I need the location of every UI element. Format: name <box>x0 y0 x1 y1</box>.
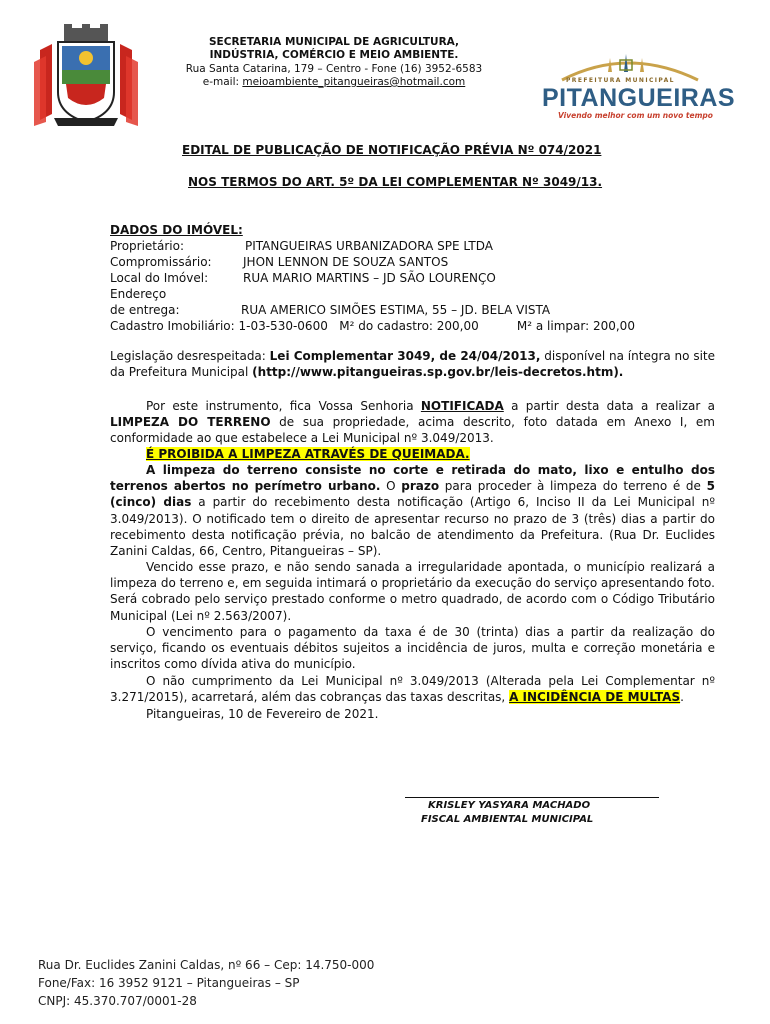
limpeza-consiste-text: A limpeza do terreno consiste no corte e retirada do mato, lixo e entulho dos terrenos abertos no perímetro urbano. <box>110 463 715 494</box>
proprietario-label: Proprietário: <box>110 239 185 253</box>
proibida-text: É PROIBIDA A LIMPEZA ATRAVÉS DE QUEIMADA. <box>146 447 470 461</box>
proprietario-value: PITANGUEIRAS URBANIZADORA SPE LTDA <box>245 239 493 253</box>
footer-cnpj: CNPJ: 45.370.707/0001-28 <box>38 994 197 1008</box>
termos-subtitle: NOS TERMOS DO ART. 5º DA LEI COMPLEMENTAR Nº 3049/13. <box>188 175 603 189</box>
vencimento-paragraph: O vencimento para o pagamento da taxa é de 30 (trinta) dias a partir da realização do serviço, ficando os eventuais débitos sujeitos a incidência de juros, multa e correção monetária e inscritos como dívida ativa do município. <box>110 625 715 672</box>
proibida-queimada <box>146 446 470 462</box>
header-email-line <box>160 76 508 89</box>
local-label: Local do Imóvel: <box>110 271 209 285</box>
footer-address: Rua Dr. Euclides Zanini Caldas, nº 66 – Cep: 14.750-000 <box>38 958 375 972</box>
footer-phone: Fone/Fax: 16 3952 9121 – Pitangueiras – SP <box>38 976 300 990</box>
prefeitura-logo <box>528 50 736 122</box>
local-value: RUA MARIO MARTINS – JD SÃO LOURENÇO <box>243 271 496 285</box>
multas-period: . <box>680 690 684 705</box>
email-label: e-mail: <box>202 75 243 88</box>
cinco-dias: 5 (cinco) dias <box>110 479 715 510</box>
header-secretaria-line1: SECRETARIA MUNICIPAL DE AGRICULTURA, <box>209 36 459 48</box>
legislacao-text1: Legislação desrespeitada: <box>110 349 270 363</box>
email-link[interactable]: meioambiente_pitangueiras@hotmail.com <box>242 75 466 88</box>
notif-text1: Por este instrumento, fica Vossa Senhoria <box>146 399 421 413</box>
notificacao-paragraph <box>110 398 715 447</box>
entrega-label: de entrega: <box>110 303 180 317</box>
header-secretaria-line2: INDÚSTRIA, COMÉRCIO E MEIO AMBIENTE. <box>209 49 459 62</box>
compromissario-label: Compromissário: <box>110 255 212 269</box>
date-line: Pitangueiras, 10 de Fevereiro de 2021. <box>146 707 379 721</box>
vencido-paragraph: Vencido esse prazo, e não sendo sanada a irregularidade apontada, o município realizará a limpeza do terreno e, em seguida intimará o proprietário da execução do serviço apresentando foto. Será cobrado pelo serviço prestado conforme o metro quadrado, de acordo com o Código Tributário Municipal (Lei nº 2.563/2007). <box>110 560 715 623</box>
signatory-name: KRISLEY YASYARA MACHADO <box>428 800 591 811</box>
legislacao-text2: disponível na íntegra no site da Prefeitura Municipal <box>110 349 715 380</box>
prazo-word: prazo <box>401 479 440 494</box>
notif-text3: de sua propriedade, acima descrito, foto datada em Anexo I, em conformidade ao que estabelece a Lei Municipal nº 3.049/2013. <box>110 415 715 446</box>
prazo-text2: para proceder à limpeza do terreno é de <box>439 479 707 494</box>
endereco-label: Endereço <box>110 287 167 301</box>
nao-cumprimento-paragraph <box>110 673 715 705</box>
logo-top-text: PREFEITURA MUNICIPAL <box>566 77 675 84</box>
header-address-block <box>160 36 508 89</box>
multas-text: A INCIDÊNCIA DE MULTAS <box>509 690 681 705</box>
logo-slogan: Vivendo melhor com um novo tempo <box>558 111 713 120</box>
compromissario-value: JHON LENNON DE SOUZA SANTOS <box>243 255 449 269</box>
legislacao-url[interactable]: (http://www.pitangueiras.sp.gov.br/leis-decretos.htm). <box>252 365 624 380</box>
cadastro-line: Cadastro Imobiliário: 1-03-530-0600 M² do cadastro: 200,00 M² a limpar: 200,00 <box>110 319 635 333</box>
legislacao-paragraph <box>110 348 715 380</box>
logo-name: PITANGUEIRAS <box>542 84 736 112</box>
prazo-text1: O <box>380 479 402 494</box>
signature-line <box>405 797 659 798</box>
nao-cumprimento-text: O não cumprimento da Lei Municipal nº 3.049/2013 (Alterada pela Lei Complementar nº 3.271/2015), acarretará, além das cobranças das taxas descritas, <box>110 674 715 705</box>
prazo-paragraph <box>110 462 715 559</box>
prazo-text3: a partir do recebimento desta notificação (Artigo 6, Inciso II da Lei Municipal nº 3.049/2013). O notificado tem o direito de apresentar recurso no prazo de 3 (três) dias a partir do recebimento desta notificação prévia, no balcão de atendimento da Prefeitura. (Rua Dr. Euclides Zanini Caldas, 66, Centro, Pitangueiras – SP). <box>110 495 715 559</box>
header-address: Rua Santa Catarina, 179 – Centro - Fone (16) 3952-6583 <box>185 62 483 75</box>
legislacao-lei: Lei Complementar 3049, de 24/04/2013, <box>269 349 541 363</box>
notif-text2: a partir desta data a realizar a <box>503 399 716 413</box>
entrega-value: RUA AMERICO SIMÕES ESTIMA, 55 – JD. BELA VISTA <box>241 303 551 317</box>
notificada-text: NOTIFICADA <box>420 399 504 413</box>
edital-title: EDITAL DE PUBLICAÇÃO DE NOTIFICAÇÃO PRÉVIA Nº 074/2021 <box>182 143 602 157</box>
signatory-title: FISCAL AMBIENTAL MUNICIPAL <box>421 814 594 825</box>
limpeza-text: LIMPEZA DO TERRENO <box>110 415 271 430</box>
dados-heading: DADOS DO IMÓVEL: <box>110 223 243 237</box>
coat-of-arms-logo <box>26 22 146 130</box>
